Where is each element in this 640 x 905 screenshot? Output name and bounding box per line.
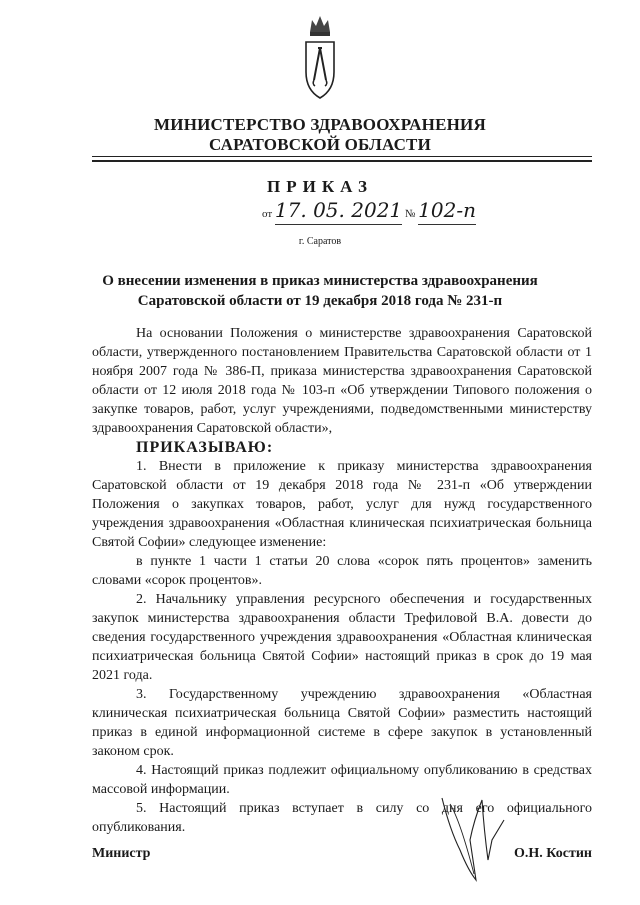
document-title xyxy=(80,271,560,311)
signature-icon xyxy=(430,790,520,885)
title-line1: О внесении изменения в приказ министерства здравоохранения xyxy=(102,273,538,289)
order-number: 102-п xyxy=(418,198,476,222)
item-1: 1. Внести в приложение к приказу министерства здравоохранения Саратовской области от 19 декабря 2018 года № 231-п «Об утверждении Положения о закупках товаров, работ, услуг для нужд государственного учреждения здравоохранения «Областная клиническая психиатрическая больница Святой Софии» следующее изменение: xyxy=(92,459,592,550)
number-prefix: № xyxy=(404,208,416,220)
signatory-name: О.Н. Костин xyxy=(514,846,592,861)
city: г. Саратов xyxy=(298,236,342,247)
coat-of-arms-icon xyxy=(300,10,340,105)
item-4: 4. Настоящий приказ подлежит официальному опубликованию в средствах массовой информации. xyxy=(92,763,592,797)
header-divider-thick xyxy=(92,160,592,162)
ministry-name-line1: МИНИСТЕРСТВО ЗДРАВООХРАНЕНИЯ xyxy=(154,115,486,134)
item-2: 2. Начальнику управления ресурсного обеспечения и государственных закупок министерства здравоохранения области Трефиловой В.А. довести до сведения государственного учреждения здравоохранения «Областная клиническая психиатрическая больница Святой Софии» настоящий приказ в срок до 19 мая 2021 года. xyxy=(92,592,592,683)
date-prefix: от xyxy=(262,208,273,220)
command-word: ПРИКАЗЫВАЮ: xyxy=(136,439,274,456)
header-divider-thin xyxy=(92,156,592,157)
order-date: 17. 05. 2021 xyxy=(274,198,403,222)
preamble-paragraph: На основании Положения о министерстве здравоохранения Саратовской области, утвержденного постановлением Правительства Саратовской области от 1 ноября 2007 года № 386-П, приказа министерства здравоохранения Саратовской области от 12 июля 2018 года № 103-п «Об утверждении Типового положения о закупке товаров, работ, услуг учреждениями, подведомственными министерству здравоохранения Саратовской области», xyxy=(92,326,592,436)
document-body xyxy=(92,324,592,837)
order-date-number-line xyxy=(262,200,476,225)
title-line2: Саратовской области от 19 декабря 2018 года № 231-п xyxy=(137,293,503,309)
item-5: 5. Настоящий приказ вступает в силу со дня его официального опубликования. xyxy=(92,801,592,835)
ministry-name-line2: САРАТОВСКОЙ ОБЛАСТИ xyxy=(208,135,432,154)
signatory-position: Министр xyxy=(92,846,151,861)
document-type-heading: ПРИКАЗ xyxy=(267,177,373,196)
item-1-amendment: в пункте 1 части 1 статьи 20 слова «сорок пять процентов» заменить словами «сорок процентов». xyxy=(92,554,592,588)
item-3: 3. Государственному учреждению здравоохранения «Областная клиническая психиатрическая больница Святой Софии» разместить настоящий приказ в единой информационной системе в сфере закупок в установленный законом срок. xyxy=(92,687,592,759)
